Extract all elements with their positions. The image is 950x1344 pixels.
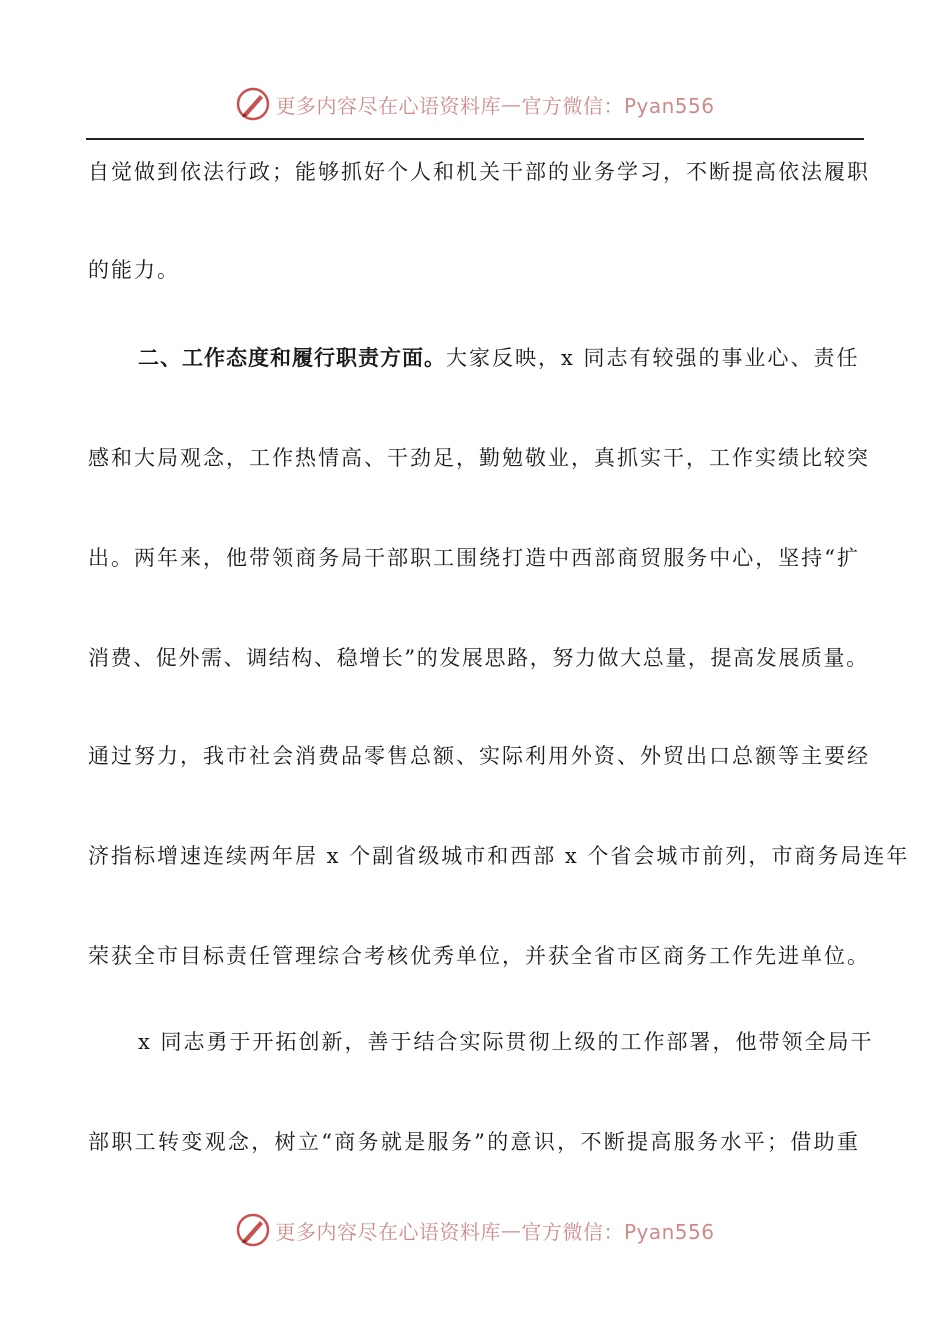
paragraph-line: 荣获全市目标责任管理综合考核优秀单位，并获全省市区商务工作先进单位。 [88, 944, 870, 968]
header-divider [86, 138, 864, 140]
paragraph-line [138, 340, 928, 376]
section-heading: 二、工作态度和履行职责方面。 [138, 346, 446, 370]
paragraph-line: 感和大局观念，工作热情高、干劲足，勤勉敬业，真抓实干，工作实绩比较突 [88, 446, 870, 470]
paragraph-line: 济指标增速连续两年居 x 个副省级城市和西部 x 个省会城市前列，市商务局连年 [88, 844, 910, 868]
paragraph-line: 通过努力，我市社会消费品零售总额、实际利用外资、外贸出口总额等主要经 [88, 744, 870, 768]
watermark-footer [0, 1210, 950, 1250]
pen-logo-icon [235, 86, 271, 122]
paragraph-line: 消费、促外需、调结构、稳增长”的发展思路，努力做大总量，提高发展质量。 [88, 646, 869, 670]
paragraph-line: 出。两年来，他带领商务局干部职工围绕打造中西部商贸服务中心，坚持“扩 [88, 546, 860, 570]
paragraph-line: 部职工转变观念，树立“商务就是服务”的意识，不断提高服务水平；借助重 [88, 1130, 860, 1154]
watermark-brand: 更多内容尽在心语资料库 [275, 1219, 501, 1244]
paragraph-line: 的能力。 [88, 258, 180, 282]
paragraph-text: 大家反映，x 同志有较强的事业心、责任 [446, 346, 860, 370]
paragraph-line: 自觉做到依法行政；能够抓好个人和机关干部的业务学习，不断提高依法履职 [88, 160, 870, 184]
watermark-dash: — [500, 1218, 522, 1242]
watermark-header [0, 84, 950, 124]
paragraph-line: x 同志勇于开拓创新，善于结合实际贯彻上级的工作部署，他带领全局干 [138, 1030, 874, 1054]
watermark-wechat: 官方微信：Pyan556 [521, 93, 715, 118]
watermark-dash: — [500, 92, 522, 116]
watermark-brand: 更多内容尽在心语资料库 [275, 93, 501, 118]
watermark-wechat: 官方微信：Pyan556 [521, 1219, 715, 1244]
pen-logo-icon [235, 1212, 271, 1248]
